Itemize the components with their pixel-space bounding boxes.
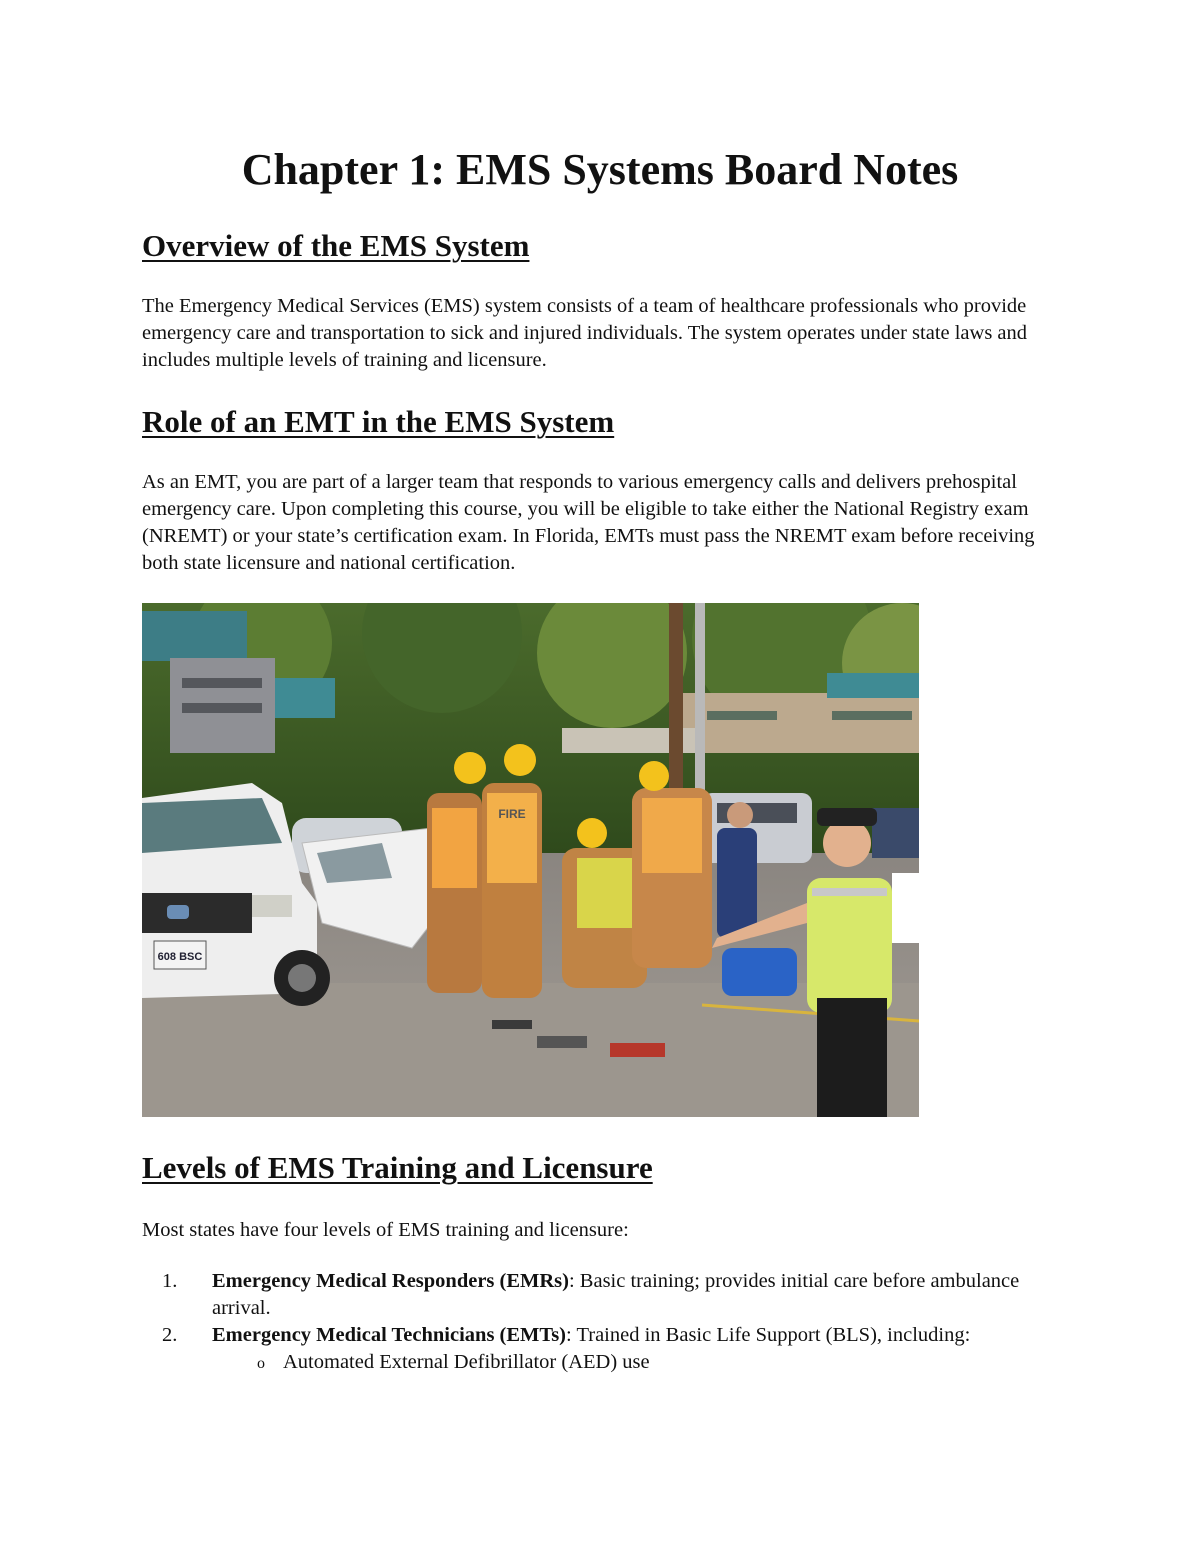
level-term: Emergency Medical Responders (EMRs) [212,1270,569,1292]
role-paragraph: As an EMT, you are part of a larger team that responds to various emergency calls and delivers prehospital emergency care. Upon completing this course, you will be eligible to take either the National Registry exam (NREMT) or your state’s certification exam. In Florida, EMTs must pass the NREMT exam before receiving both state licensure and national certification. [142,471,1035,574]
list-number: 2. [162,1324,178,1346]
road-debris [610,1043,665,1057]
tan-building [682,693,919,753]
vest-label: FIRE [498,807,526,821]
list-item [142,1322,1062,1376]
sub-item-text: Automated External Defibrillator (AED) use [283,1351,650,1373]
sub-list [212,1349,1062,1376]
accident-scene-photo [142,603,919,1117]
levels-list [142,1268,1062,1376]
section-heading-overview: Overview of the EMS System [142,228,530,263]
utility-pole [669,603,683,803]
teal-building [142,611,247,661]
section-heading-role-of-emt: Role of an EMT in the EMS System [142,404,615,439]
levels-intro: Most states have four levels of EMS training and licensure: [142,1219,629,1241]
page-title: Chapter 1: EMS Systems Board Notes [241,145,959,194]
bullet-icon: o [257,1355,265,1372]
level-description: : Basic training; provides initial care before ambulance arrival. [212,1270,1020,1319]
list-number: 1. [162,1270,178,1292]
level-description: : Trained in Basic Life Support (BLS), including: [566,1324,971,1346]
section-heading-levels: Levels of EMS Training and Licensure [142,1150,653,1185]
sub-list-item [212,1349,1062,1376]
license-plate: 608 BSC [157,951,203,963]
level-term: Emergency Medical Technicians (EMTs) [212,1324,566,1346]
list-item [142,1268,1062,1322]
medical-bag [722,948,797,996]
overview-paragraph: The Emergency Medical Services (EMS) system consists of a team of healthcare professionals who provide emergency care and transportation to sick and injured individuals. The system operates under state laws and includes multiple levels of training and licensure. [142,295,1028,371]
